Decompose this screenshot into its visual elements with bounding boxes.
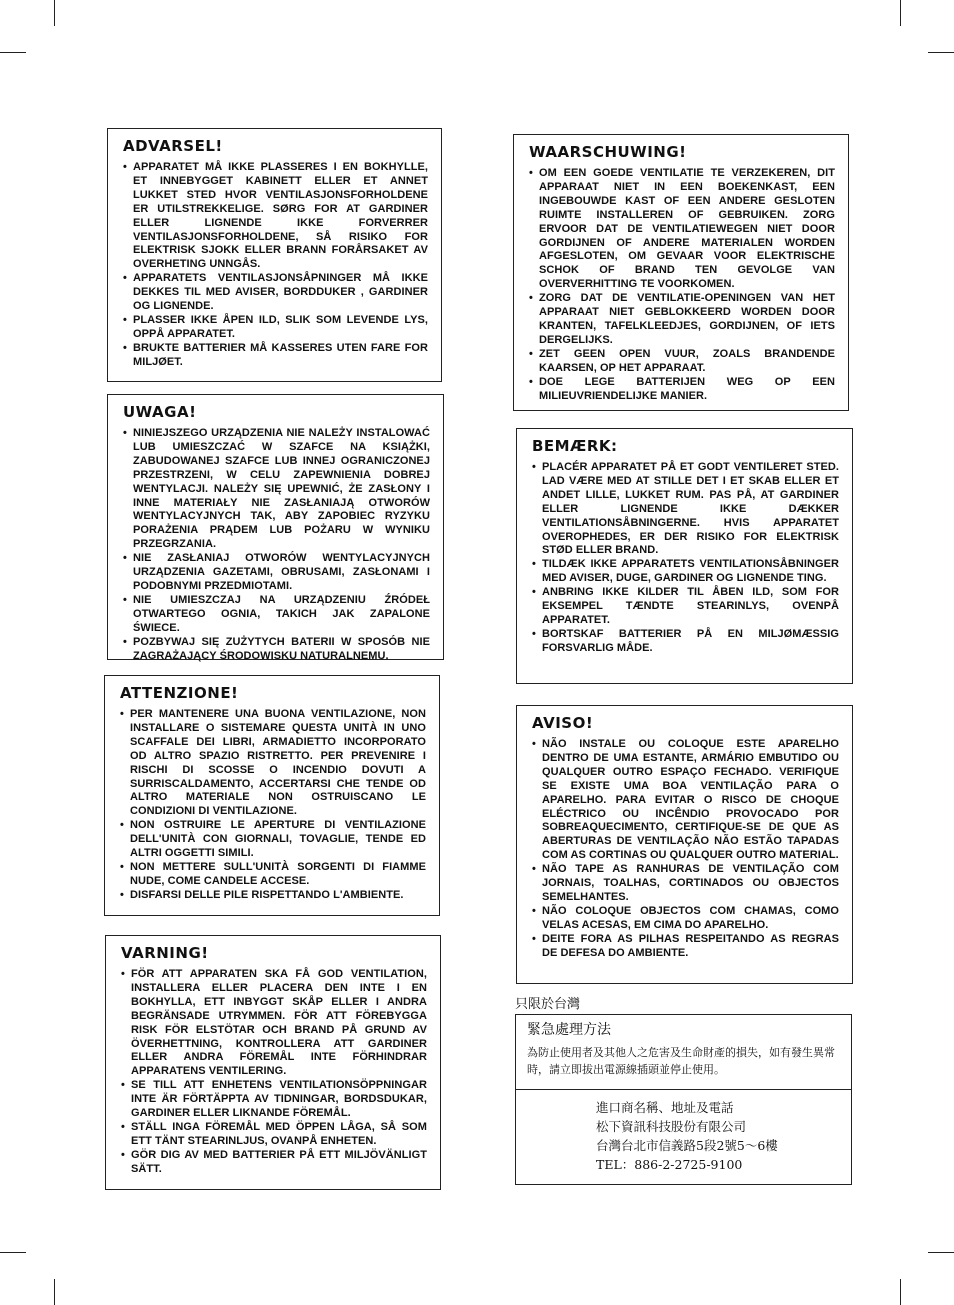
crop-mark (54, 0, 55, 26)
list-item: • STÄLL INGA FÖREMÅL MED ÖPPEN LÅGA, SÅ SOM ETT TÄNT STEARINLJUS, OVANPÅ ENHETEN. (121, 1121, 427, 1149)
list-item: • PLACÉR APPARATET PÅ ET GODT VENTILERET STED. LAD VÆRE MED AT STILLE DET I ET SKAB ELLER ET ANDET LILLE, LUKKET RUM. PAS PÅ, AT GARDINER ELLER LIGNENDE IKKE DÆKKER VENTILATIONSÅBNINGERNE. HVIS APPARATET OVEROPHEDES, ER DER RISIKO FOR ELEKTRISK STØD ELLER BRAND. (532, 461, 839, 558)
list-item: • NÃO TAPE AS RANHURAS DE VENTILAÇÃO COM JORNAIS, TOALHAS, CORTINADOS OU OBJECTOS SEMELHANTES. (532, 863, 839, 905)
list-item: • POZBYWAJ SIĘ ZUŻYTYCH BATERII W SPOSÓB NIE ZAGRAŻAJĄCY ŚRODOWISKU NATURALNEMU. (123, 636, 430, 664)
warning-title: AVISO! (532, 714, 594, 732)
importer-info (516, 1090, 851, 1174)
warning-list (123, 427, 430, 663)
list-item: • APPARATETS VENTILASJONSÅPNINGER MÅ IKKE DEKKES TIL MED AVISER, BORDDUKER , GARDINER OG LIGNENDE. (123, 272, 428, 314)
list-item: • OM EEN GOEDE VENTILATIE TE VERZEKEREN, DIT APPARAAT NIET IN EEN BOEKENKAST, EEN INGEBOUWDE KAST OF EEN ANDERE GESLOTEN RUIMTE INSTALLEREN OF GEBRUIKEN. ZORG ERVOOR DAT DE VENTILATIEWEGEN NIET DOOR GORDIJNEN OF ANDERE MATERIALEN WORDEN AFGESLOTEN, OM GEVAAR VOOR ELEKTRISCHE SCHOK OF BRAND TEN GEVOLGE VAN OVERVERHITTING TE VOORKOMEN. (529, 167, 835, 292)
crop-mark (54, 1279, 55, 1305)
list-item: • NON OSTRUIRE LE APERTURE DI VENTILAZIONE DELL'UNITÀ CON GIORNALI, TOVAGLIE, TENDE ED ALTRI OGGETTI SIMILI. (120, 819, 426, 861)
list-item: • NÃO INSTALE OU COLOQUE ESTE APARELHO DENTRO DE UMA ESTANTE, ARMÁRIO EMBUTIDO OU QUALQUER OUTRO ESPAÇO FECHADO. VERIFIQUE SE EXISTE UMA BOA VENTILAÇÃO PARA O APARELHO. PARA EVITAR O RISCO DE CHOQUE ELÉCTRICO OU INCÊNDIO PROVOCADO POR SOBREAQUECIMENTO, CERTIFIQUE-SE DE QUE AS ABERTURAS DE VENTILAÇÃO NÃO ESTÃO TAPADAS COM AS CORTINAS OU QUALQUER OUTRO MATERIAL. (532, 738, 839, 863)
crop-mark (900, 0, 901, 26)
list-item: • NÃO COLOQUE OBJECTOS COM CHAMAS, COMO VELAS ACESAS, EM CIMA DO APARELHO. (532, 905, 839, 933)
list-item: • SE TILL ATT ENHETENS VENTILATIONSÖPPNINGAR INTE ÄR FÖRTÄPPTA AV TIDNINGAR, BORDSDUKAR, GARDINER ELLER LIKNANDE FÖREMÅL. (121, 1079, 427, 1121)
list-item: • ZORG DAT DE VENTILATIE-OPENINGEN VAN HET APPARAAT NIET GEBLOKKEERD WORDEN DOOR KRANTEN, TAFELKLEEDJES, GORDIJNEN, OF IETS DERGELIJKS. (529, 292, 835, 348)
list-item: • NIE UMIESZCZAJ NA URZĄDZENIU ŹRÓDEŁ OTWARTEGO OGNIA, TAKICH JAK ZAPALONE ŚWIECE. (123, 594, 430, 636)
list-item: • GÖR DIG AV MED BATTERIER PÅ ETT MILJÖVÄNLIGT SÄTT. (121, 1149, 427, 1177)
warning-box-polish (107, 394, 444, 660)
list-item: • NINIEJSZEGO URZĄDZENIA NIE NALEŻY INSTALOWAĆ LUB UMIESZCZAĆ W SZAFCE NA KSIĄŻKI, ZABUDOWANEJ SZAFCE LUB INNEJ OGRANICZONEJ PRZESTRZENI, W CELU ZAPEWNIENIA DOBREJ WENTYLACJI. NALEŻY SIĘ UPEWNIĆ, ŻE ZASŁONY I INNE MATERIAŁY NIE ZASŁANIAJĄ OTWORÓW WENTYLACYJNYCH TAK, ABY ZAPOBIEC RYZYKU PORAŻENIA PRĄDEM LUB POŻARU W WYNIKU PRZEGRZANIA. (123, 427, 430, 552)
warning-box-dutch (513, 134, 849, 411)
crop-mark (0, 52, 26, 53)
list-item: • ANBRING IKKE KILDER TIL ÅBEN ILD, SOM FOR EKSEMPEL TÆNDTE STEARINLYS, OVENPÅ APPARATET. (532, 586, 839, 628)
crop-mark (928, 52, 954, 53)
importer-line: TEL：886-2-2725-9100 (596, 1157, 743, 1172)
taiwan-emergency-box (515, 1014, 852, 1185)
taiwan-only-label: 只限於台灣 (515, 997, 581, 1012)
list-item: • NIE ZASŁANIAJ OTWORÓW WENTYLACYJNYCH URZĄDZENIA GAZETAMI, OBRUSAMI, ZASŁONAMI I PODOBNYMI PRZEDMIOTAMI. (123, 552, 430, 594)
warning-title: WAARSCHUWING! (529, 143, 687, 161)
warning-list (120, 708, 426, 903)
list-item: • DEITE FORA AS PILHAS RESPEITANDO AS REGRAS DE DEFESA DO AMBIENTE. (532, 933, 839, 961)
list-item: • ZET GEEN OPEN VUUR, ZOALS BRANDENDE KAARSEN, OP HET APPARAAT. (529, 348, 835, 376)
list-item: • APPARATET MÅ IKKE PLASSERES I EN BOKHYLLE, ET INNEBYGGET KABINETT ELLER ET ANNET LUKKET STED HVOR VENTILASJONSFORHOLDENE ER UTILSTREKKELIGE. SØRG FOR AT GARDINER ELLER LIGNENDE IKKE FORVERRER VENTILASJONSFORHOLDENE, SÅ RISIKO FOR ELEKTRISK SJOKK ELLER BRANN FORÅRSAKET AV OVERHETING UNNGÅS. (123, 161, 428, 272)
warning-list (529, 167, 835, 403)
warning-list (121, 968, 427, 1177)
crop-mark (900, 1279, 901, 1305)
warning-list (532, 461, 839, 656)
warning-box-portuguese (516, 705, 853, 984)
list-item: • TILDÆK IKKE APPARATETS VENTILATIONSÅBNINGER MED AVISER, DUGE, GARDINER OG LIGNENDE TING. (532, 558, 839, 586)
warning-title: ADVARSEL! (123, 137, 223, 155)
emergency-title: 緊急處理方法 (527, 1022, 611, 1038)
warning-box-norwegian (107, 128, 442, 382)
importer-line: 松下資訊科技股份有限公司 (596, 1119, 747, 1134)
warning-title: UWAGA! (123, 403, 197, 421)
importer-line: 進口商名稱、地址及電話 (596, 1100, 734, 1115)
warning-title: ATTENZIONE! (120, 684, 239, 702)
warning-title: VARNING! (121, 944, 209, 962)
list-item: • DOE LEGE BATTERIJEN WEG OP EEN MILIEUVRIENDELIJKE MANIER. (529, 376, 835, 404)
warning-list (123, 161, 428, 370)
warning-box-italian (104, 675, 440, 916)
emergency-section (516, 1015, 851, 1090)
list-item: • PER MANTENERE UNA BUONA VENTILAZIONE, NON INSTALLARE O SISTEMARE QUESTA UNITÀ IN UNO SCAFFALE DEI LIBRI, ARMADIETTO INCORPORATO OD ALTRO SPAZIO RISTRETTO. PER PREVENIRE I RISCHI DI SCOSSE O INCENDIO DOVUTI A SURRISCALDAMENTO, ACCERTARSI CHE TENDE OD ALTRO MATERIALE NON OSTRUISCANO LE CONDIZIONI DI VENTILAZIONE. (120, 708, 426, 819)
importer-line: 台灣台北市信義路5段2號5～6樓 (596, 1138, 778, 1153)
list-item: • BORTSKAF BATTERIER PÅ EN MILJØMÆSSIG FORSVARLIG MÅDE. (532, 628, 839, 656)
list-item: • BRUKTE BATTERIER MÅ KASSERES UTEN FARE FOR MILJØET. (123, 342, 428, 370)
warning-box-swedish (105, 935, 441, 1190)
crop-mark (928, 1252, 954, 1253)
list-item: • FÖR ATT APPARATEN SKA FÅ GOD VENTILATION, INSTALLERA ELLER PLACERA DEN INTE I EN BOKHYLLA, ETT INBYGGT SKÅP ELLER I ANDRA BEGRÄNSADE UTRYMMEN. FÖR ATT FÖREBYGGA RISK FÖR ELSTÖTAR OCH BRAND PÅ GRUND AV ÖVERHETTNING, KONTROLLERA ATT GARDINER ELLER ANDRA FÖREMÅL INTE FÖRHINDRAR APPARATENS VENTILERING. (121, 968, 427, 1079)
warning-title: BEMÆRK: (532, 437, 618, 455)
warning-list (532, 738, 839, 961)
list-item: • NON METTERE SULL'UNITÀ SORGENTI DI FIAMME NUDE, COME CANDELE ACCESE. (120, 861, 426, 889)
list-item: • PLASSER IKKE ÅPEN ILD, SLIK SOM LEVENDE LYS, OPPÅ APPARATET. (123, 314, 428, 342)
crop-mark (0, 1252, 26, 1253)
list-item: • DISFARSI DELLE PILE RISPETTANDO L'AMBIENTE. (120, 889, 426, 903)
emergency-text: 為防止使用者及其他人之危害及生命財產的損失，如有發生異常時，請立即拔出電源線插頭並停止使用。 (527, 1046, 835, 1076)
warning-box-danish (516, 428, 853, 684)
